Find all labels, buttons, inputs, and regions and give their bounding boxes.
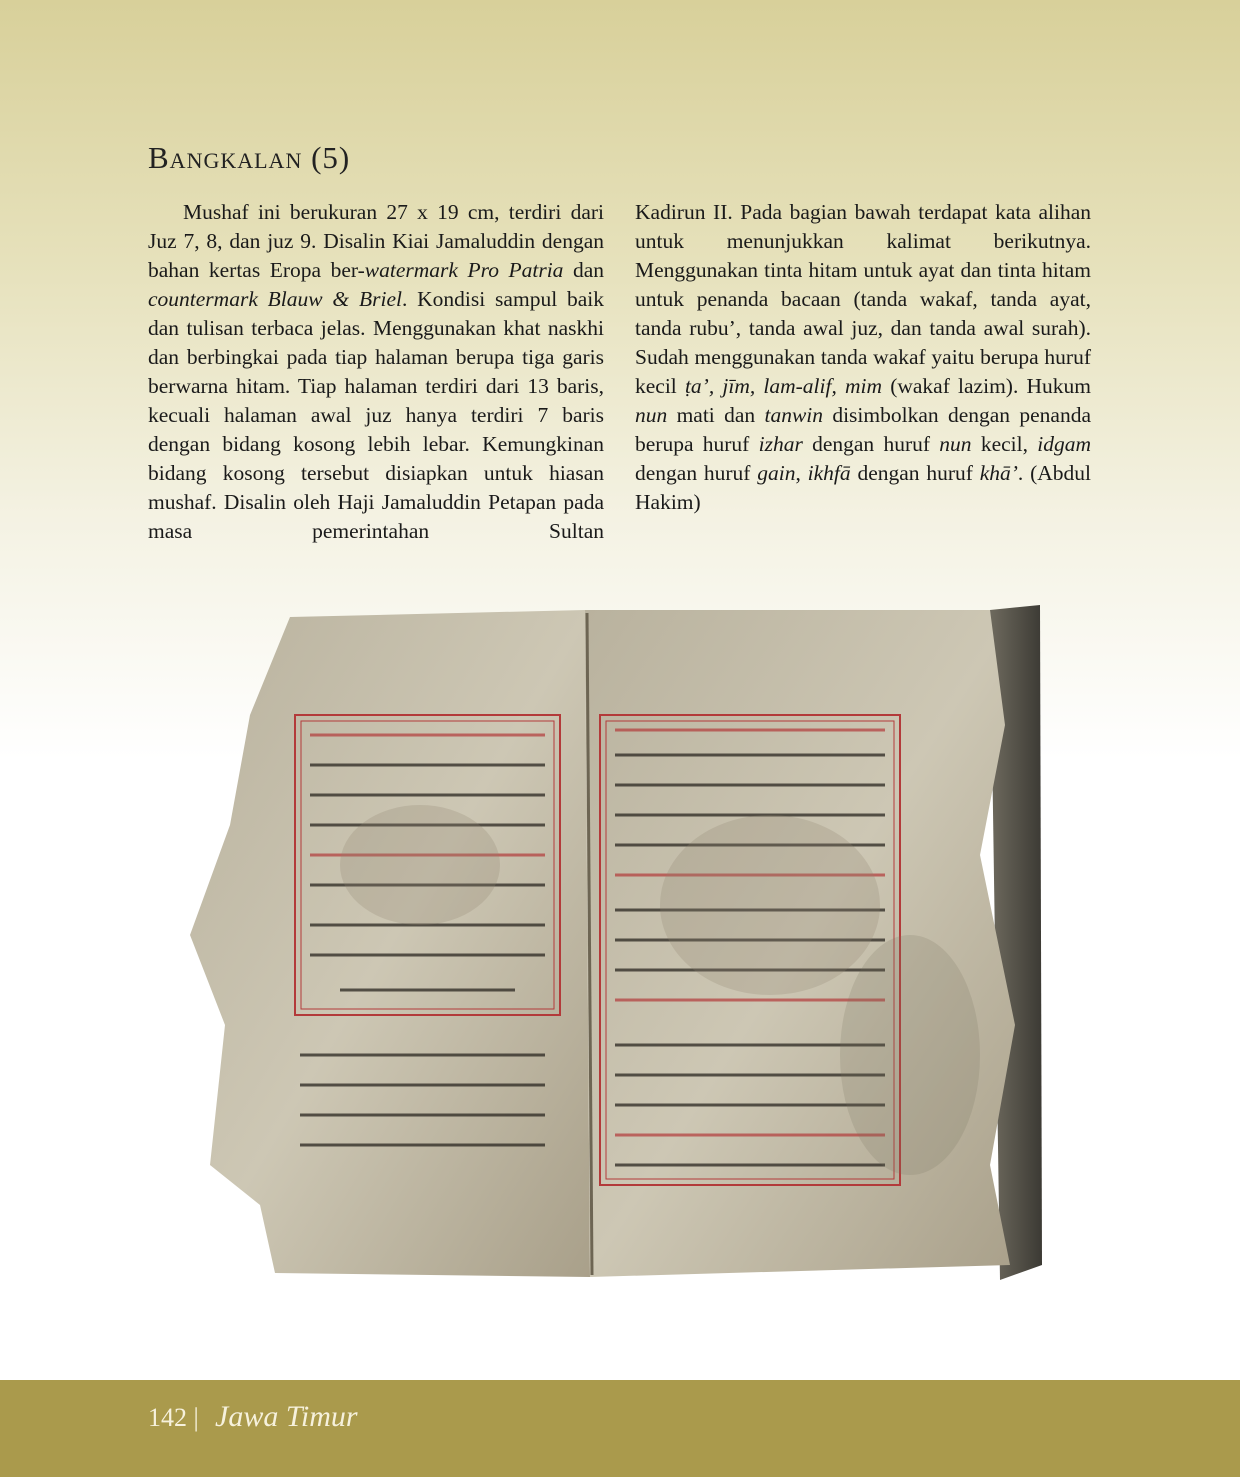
body-paragraph-continued: Kadirun II. Pada bagian bawah terdapat kata alihan untuk menunjukkan kalimat berikutnya. Menggunakan tinta hitam untuk ayat dan tinta hitam untuk penanda bacaan (tanda wakaf, tanda ayat, tanda rubu’, tanda awal juz, dan tanda awal surah). Sudah menggunakan tanda wakaf yaitu berupa huruf kecil ṭa’, jīm, lam-alif, mim (wakaf lazim). Hukum nun mati dan tanwin disimbolkan dengan penanda berupa huruf izhar dengan huruf nun kecil, idgam dengan huruf gain, ikhfā dengan huruf khā’. (Abdul Hakim) [635,200,1091,514]
text-column-left [148,198,604,546]
body-paragraph: Mushaf ini berukuran 27 x 19 cm, terdiri dari Juz 7, 8, dan juz 9. Disalin Kiai Jamaluddin dengan bahan kertas Eropa ber-watermark Pro Patria dan countermark Blauw & Briel. Kondisi sampul baik dan tulisan terbaca jelas. Menggunakan khat naskhi dan berbingkai pada tiap halaman berupa tiga garis berwarna hitam. Tiap halaman terdiri dari 13 baris, kecuali halaman awal juz hanya terdiri 7 baris dengan bidang kosong lebih lebar. Kemungkinan bidang kosong tersebut disiapkan untuk hiasan mushaf. Disalin oleh Haji Jamaluddin Petapan pada masa pemerintahan Sultan [148,200,604,543]
page-number: 142 [148,1403,187,1432]
left-page [190,610,590,1277]
page-title: Bangkalan (5) [148,140,351,175]
manuscript-photo [190,605,1050,1285]
footer-separator: | [193,1403,199,1432]
page-number-block [148,1403,199,1433]
text-column-right [635,198,1091,517]
book-title: Jawa Timur [215,1400,358,1433]
